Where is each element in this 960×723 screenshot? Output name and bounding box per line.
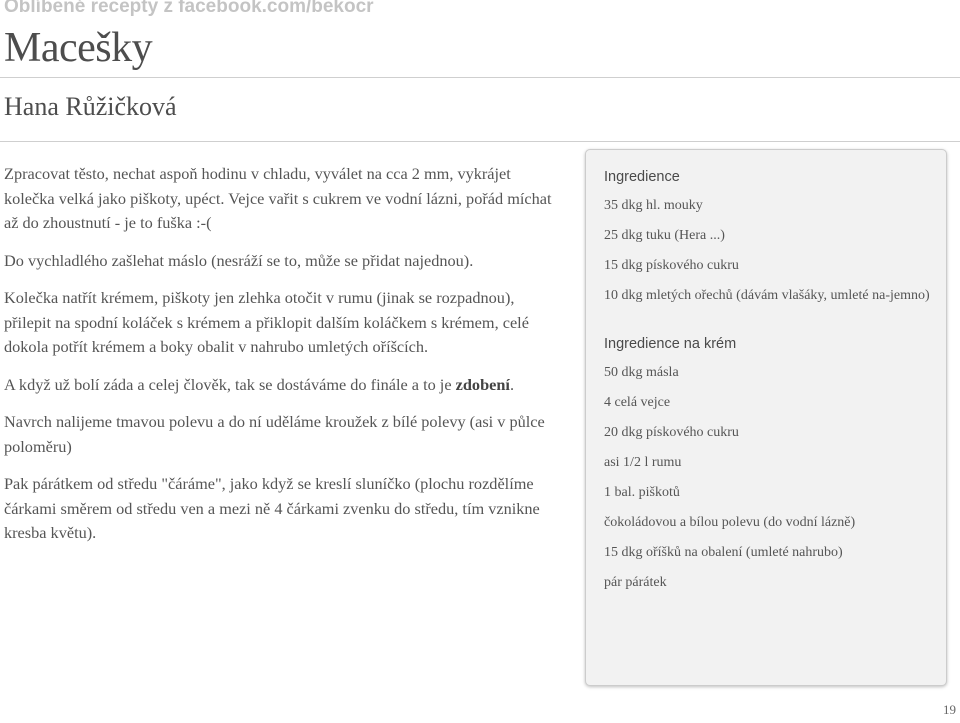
page-number: 19: [943, 702, 956, 717]
author-divider: [0, 141, 960, 142]
site-header: Oblíbené recepty z facebook.com/bekocr: [4, 0, 374, 17]
ingredient-item: 20 dkg pískového cukru: [604, 425, 739, 440]
title-divider: [0, 77, 960, 78]
ingredient-item: 1 bal. piškotů: [604, 485, 680, 500]
instruction-bold-text: zdobení: [455, 374, 510, 394]
cream-ingredients-heading: Ingredience na krém: [604, 336, 737, 352]
ingredient-item: 4 celá vejce: [604, 395, 671, 410]
instruction-paragraph: Zpracovat těsto, nechat aspoň hodinu v chladu, vyválet na cca 2 mm, vykrájet kolečka velká jako piškoty, upéct. Vejce vařit s cukrem ve vodní lázni, pořád míchat až do zhoustnutí - je to fuška :-(: [4, 164, 552, 232]
cream-ingredients-list: [604, 363, 930, 592]
instruction-paragraph: Pak párátkem od středu "čáráme", jako když se kreslí sluníčko (plochu rozdělíme čárkami směrem od středu ven a mezi ně 4 čárkami zvenku do středu, tím vznikne kresba květu).: [4, 474, 540, 542]
instruction-text: A když už bolí záda a celej člověk, tak se dostáváme do finále a to je: [4, 374, 456, 394]
ingredients-list: [604, 196, 930, 305]
ingredient-item: 35 dkg hl. mouky: [604, 198, 703, 213]
ingredient-item: 15 dkg pískového cukru: [604, 258, 739, 273]
instruction-paragraph: Navrch nalijeme tmavou polevu a do ní uděláme kroužek z bílé polevy (asi v půlce poloměru): [4, 412, 545, 456]
instruction-paragraph: Kolečka natřít krémem, piškoty jen zlehka otočit v rumu (jinak se rozpadnou), přilepit na spodní koláček s krémem a přiklopit dalším koláčkem s krémem, celé dokola potřít krémem a boky obalit v nahrubo umletých oříšcích.: [4, 288, 529, 356]
instructions: [4, 162, 564, 546]
ingredient-item: asi 1/2 l rumu: [604, 455, 682, 470]
instruction-paragraph: Do vychladlého zašlehat máslo (nesráží se to, může se přidat najednou).: [4, 250, 474, 270]
ingredients-panel: [585, 149, 947, 686]
instruction-text: .: [509, 374, 515, 394]
ingredient-item: 50 dkg másla: [604, 365, 679, 380]
ingredient-item: čokoládovou a bílou polevu (do vodní lázně): [604, 515, 856, 530]
ingredient-item: 15 dkg oříšků na obalení (umleté nahrubo): [604, 545, 843, 560]
ingredient-item: 25 dkg tuku (Hera ...): [604, 228, 725, 243]
recipe-title: Macešky: [4, 25, 153, 71]
ingredient-item: pár párátek: [604, 575, 667, 590]
ingredient-item: 10 dkg mletých ořechů (dávám vlašáky, umleté na-jemno): [604, 288, 930, 303]
instruction-paragraph: [4, 373, 564, 398]
recipe-author: Hana Růžičková: [4, 92, 177, 121]
ingredients-heading: Ingredience: [604, 169, 680, 185]
